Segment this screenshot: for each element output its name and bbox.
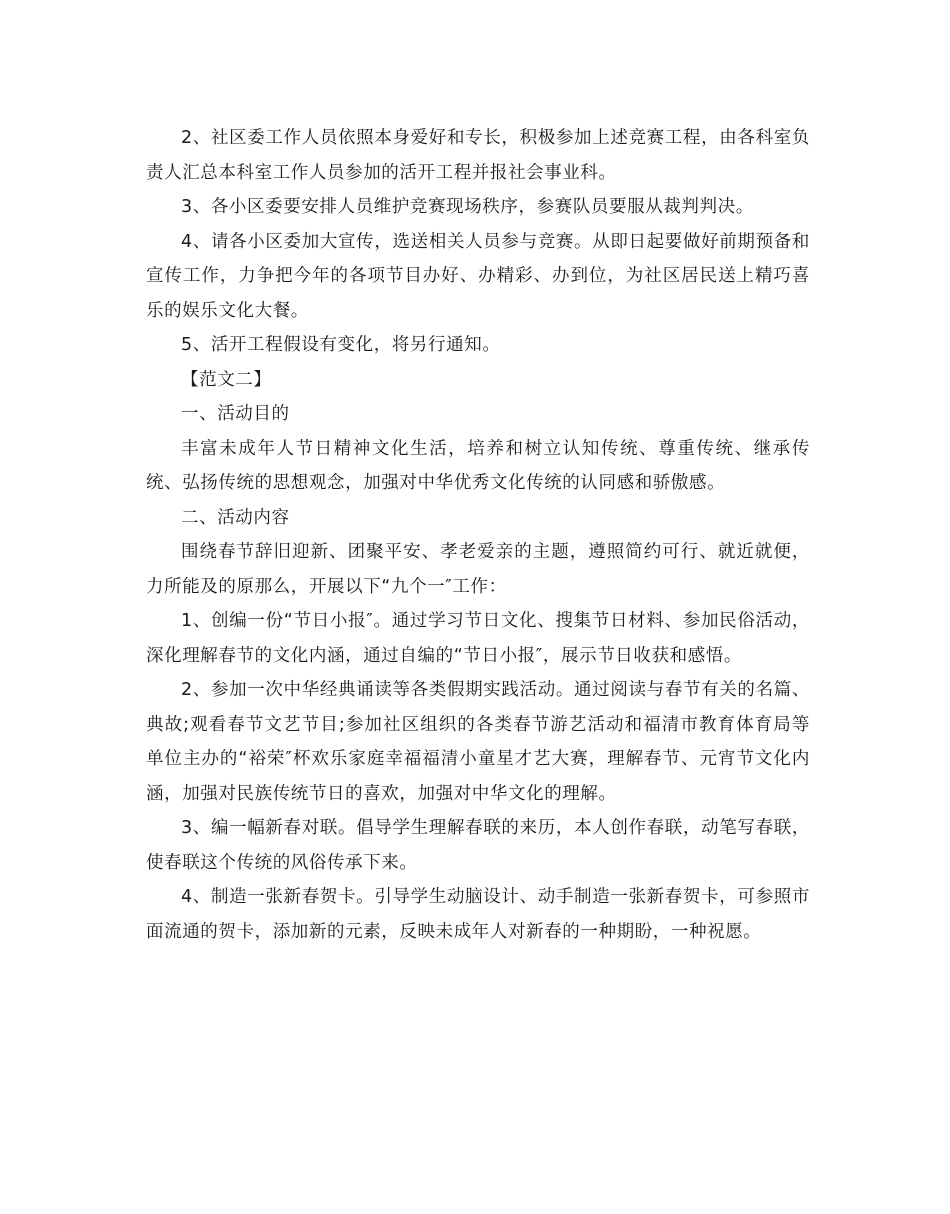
section-heading-sample-two: 【范文二】 xyxy=(181,369,272,390)
section-heading-content: 二、活动内容 xyxy=(181,507,290,528)
paragraph-item-newsletter: 1、创编一份“节日小报″。通过学习节日文化、搜集节日材料、参加民俗活动，深化理解春节的文化内涵，通过自编的“节日小报″，展示节日收获和感悟。 xyxy=(146,611,810,666)
paragraph-staff-participation: 2、社区委工作人员依照本身爱好和专长，积极参加上述竞赛工程，由各科室负责人汇总本科室工作人员参加的活开工程并报社会事业科。 xyxy=(146,128,810,183)
paragraph-item-greeting-card: 4、制造一张新春贺卡。引导学生动脑设计、动手制造一张新春贺卡，可参照市面流通的贺卡，添加新的元素，反映未成年人对新春的一种期盼，一种祝愿。 xyxy=(146,887,810,942)
paragraph-changes-notice: 5、活开工程假设有变化，将另行通知。 xyxy=(181,335,501,355)
paragraph-item-couplets: 3、编一幅新春对联。倡导学生理解春联的来历，本人创作春联，动笔写春联，使春联这个传统的风俗传承下来。 xyxy=(146,818,810,873)
paragraph-item-reading: 2、参加一次中华经典诵读等各类假期实践活动。通过阅读与春节有关的名篇、典故;观看春节文艺节目;参加社区组织的各类春节游艺活动和福清市教育体育局等单位主办的“裕荣″杯欢乐家庭幸福福清小童星才艺大赛，理解春节、元宵节文化内涵，加强对民族传统节日的喜欢，加强对中华文化的理解。 xyxy=(146,680,810,804)
document-body xyxy=(146,121,810,949)
paragraph-purpose: 丰富未成年人节日精神文化生活，培养和树立认知传统、尊重传统、继承传统、弘扬传统的思想观念，加强对中华优秀文化传统的认同感和骄傲感。 xyxy=(146,438,810,493)
paragraph-publicity: 4、请各小区委加大宣传，选送相关人员参与竞赛。从即日起要做好前期预备和宣传工作，力争把今年的各项节目办好、办精彩、办到位，为社区居民送上精巧喜乐的娱乐文化大餐。 xyxy=(146,231,810,321)
paragraph-site-order: 3、各小区委要安排人员维护竞赛现场秩序，参赛队员要服从裁判判决。 xyxy=(181,197,754,217)
section-heading-purpose: 一、活动目的 xyxy=(181,404,290,424)
paragraph-content-intro: 围绕春节辞旧迎新、团聚平安、孝老爱亲的主题，遵照简约可行、就近就便，力所能及的原那么，开展以下“九个一″工作： xyxy=(146,542,810,597)
